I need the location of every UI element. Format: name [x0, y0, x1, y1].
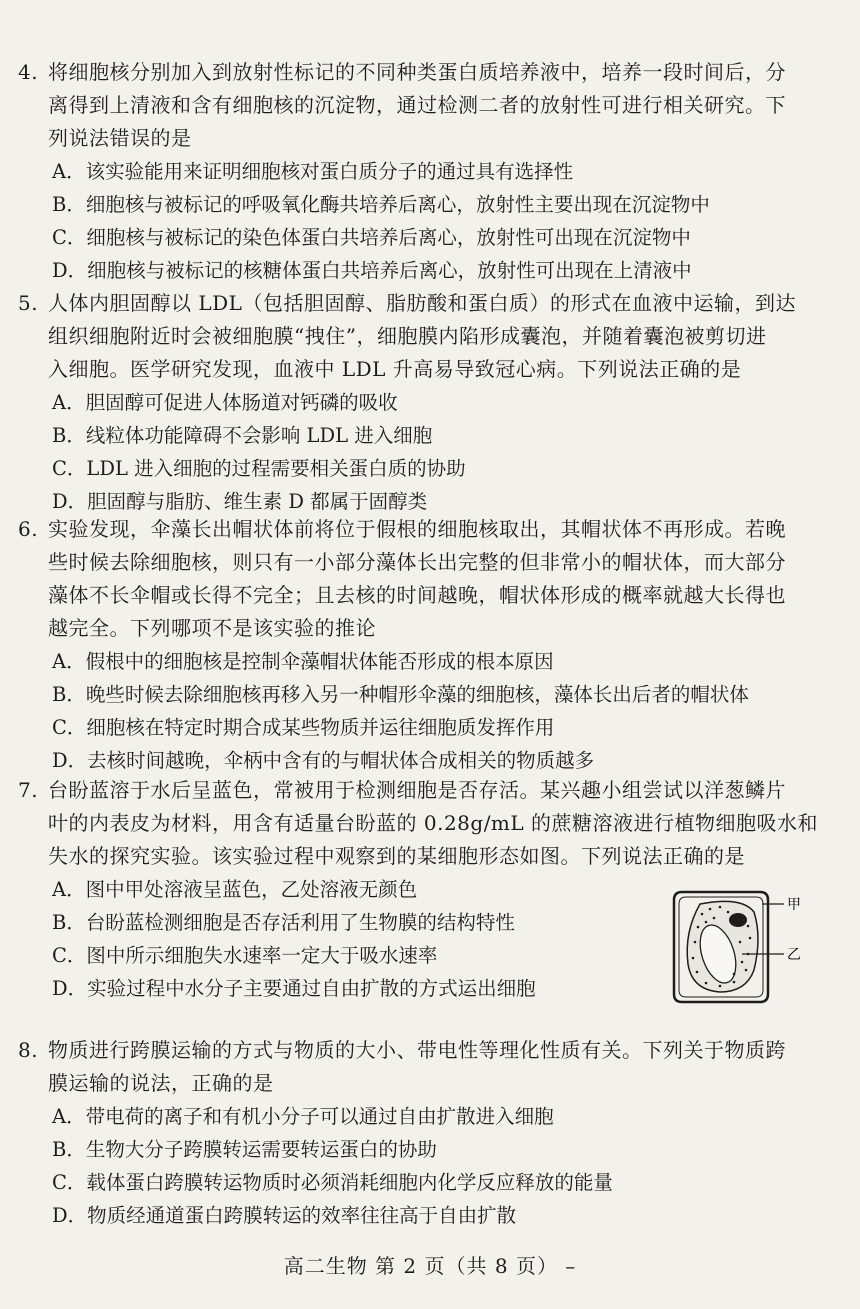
stem-line: 越完全。下列哪项不是该实验的推论 — [48, 616, 376, 640]
page-footer: 高二生物 第 2 页（共 8 页） – — [283, 1254, 577, 1278]
stem-line: 列说法错误的是 — [48, 126, 192, 150]
question-stem — [18, 287, 818, 386]
question-5 — [18, 287, 818, 518]
question-number: 7. — [18, 778, 39, 802]
question-8 — [18, 1034, 818, 1232]
question-number: 4. — [18, 60, 39, 84]
stem-line: 藻体不长伞帽或长得不完全；且去核的时间越晚，帽状体形成的概率就越大长得也 — [48, 583, 786, 607]
question-stem — [18, 774, 818, 873]
label-jia: 甲 — [787, 897, 801, 913]
question-stem — [18, 56, 818, 155]
option-b: B．晚些时候去除细胞核再移入另一种帽形伞藻的细胞核，藻体长出后者的帽状体 — [52, 683, 749, 706]
question-number: 5. — [18, 291, 39, 315]
stem-line: 台盼蓝溶于水后呈蓝色，常被用于检测细胞是否存活。某兴趣小组尝试以洋葱鳞片 — [48, 778, 786, 802]
option-b: B．生物大分子跨膜转运需要转运蛋白的协助 — [52, 1138, 437, 1161]
stem-line: 离得到上清液和含有细胞核的沉淀物，通过检测二者的放射性可进行相关研究。下 — [48, 93, 786, 117]
stem-line: 实验发现，伞藻长出帽状体前将位于假根的细胞核取出，其帽状体不再形成。若晚 — [48, 517, 786, 541]
stem-line: 将细胞核分别加入到放射性标记的不同种类蛋白质培养液中，培养一段时间后，分 — [48, 60, 786, 84]
question-number: 6. — [18, 517, 39, 541]
option-c: C．细胞核在特定时期合成某些物质并运往细胞质发挥作用 — [52, 716, 555, 739]
stem-line: 入细胞。医学研究发现，血液中 LDL 升高易导致冠心病。下列说法正确的是 — [48, 357, 742, 381]
stem-line: 叶的内表皮为材料，用含有适量台盼蓝的 0.28g/mL 的蔗糖溶液进行植物细胞吸水和 — [48, 811, 819, 835]
nucleus — [729, 913, 747, 927]
question-stem — [18, 1034, 818, 1100]
question-stem — [18, 513, 818, 645]
option-d: D．物质经通道蛋白跨膜转运的效率往往高于自由扩散 — [52, 1204, 517, 1227]
option-a: A．胆固醇可促进人体肠道对钙磷的吸收 — [52, 391, 398, 414]
label-yi: 乙 — [787, 947, 801, 963]
stem-line: 膜运输的说法，正确的是 — [48, 1071, 274, 1095]
option-b: B．线粒体功能障碍不会影响 LDL 进入细胞 — [52, 424, 433, 447]
option-a: A．该实验能用来证明细胞核对蛋白质分子的通过具有选择性 — [52, 160, 574, 183]
option-b: B．台盼蓝检测细胞是否存活利用了生物膜的结构特性 — [52, 911, 515, 934]
stem-line: 人体内胆固醇以 LDL（包括胆固醇、脂肪酸和蛋白质）的形式在血液中运输，到达 — [48, 291, 796, 315]
option-c: C．图中所示细胞失水速率一定大于吸水速率 — [52, 944, 438, 967]
option-a: A．假根中的细胞核是控制伞藻帽状体能否形成的根本原因 — [52, 650, 554, 673]
option-d: D．胆固醇与脂肪、维生素 D 都属于固醇类 — [52, 490, 428, 513]
stem-line: 组织细胞附近时会被细胞膜“拽住”，细胞膜内陷形成囊泡，并随着囊泡被剪切进 — [48, 324, 767, 348]
stem-line: 物质进行跨膜运输的方式与物质的大小、带电性等理化性质有关。下列关于物质跨 — [48, 1038, 786, 1062]
question-6 — [18, 513, 818, 777]
option-d: D．实验过程中水分子主要通过自由扩散的方式运出细胞 — [52, 977, 536, 1000]
option-c: C．LDL 进入细胞的过程需要相关蛋白质的协助 — [52, 457, 466, 480]
question-number: 8. — [18, 1038, 39, 1062]
option-a: A．带电荷的离子和有机小分子可以通过自由扩散进入细胞 — [52, 1105, 554, 1128]
option-b: B．细胞核与被标记的呼吸氧化酶共培养后离心，放射性主要出现在沉淀物中 — [52, 193, 710, 216]
option-a: A．图中甲处溶液呈蓝色，乙处溶液无颜色 — [52, 878, 418, 901]
plant-cell-figure — [662, 882, 802, 1012]
option-c: C．载体蛋白跨膜转运物质时必须消耗细胞内化学反应释放的能量 — [52, 1171, 613, 1194]
stem-line: 些时候去除细胞核，则只有一小部分藻体长出完整的但非常小的帽状体，而大部分 — [48, 550, 786, 574]
option-d: D．去核时间越晚，伞柄中含有的与帽状体合成相关的物质越多 — [52, 749, 595, 772]
option-c: C．细胞核与被标记的染色体蛋白共培养后离心，放射性可出现在沉淀物中 — [52, 226, 691, 249]
stem-line: 失水的探究实验。该实验过程中观察到的某细胞形态如图。下列说法正确的是 — [48, 844, 745, 868]
option-d: D．细胞核与被标记的核糖体蛋白共培养后离心，放射性可出现在上清液中 — [52, 259, 692, 282]
question-4 — [18, 56, 818, 287]
